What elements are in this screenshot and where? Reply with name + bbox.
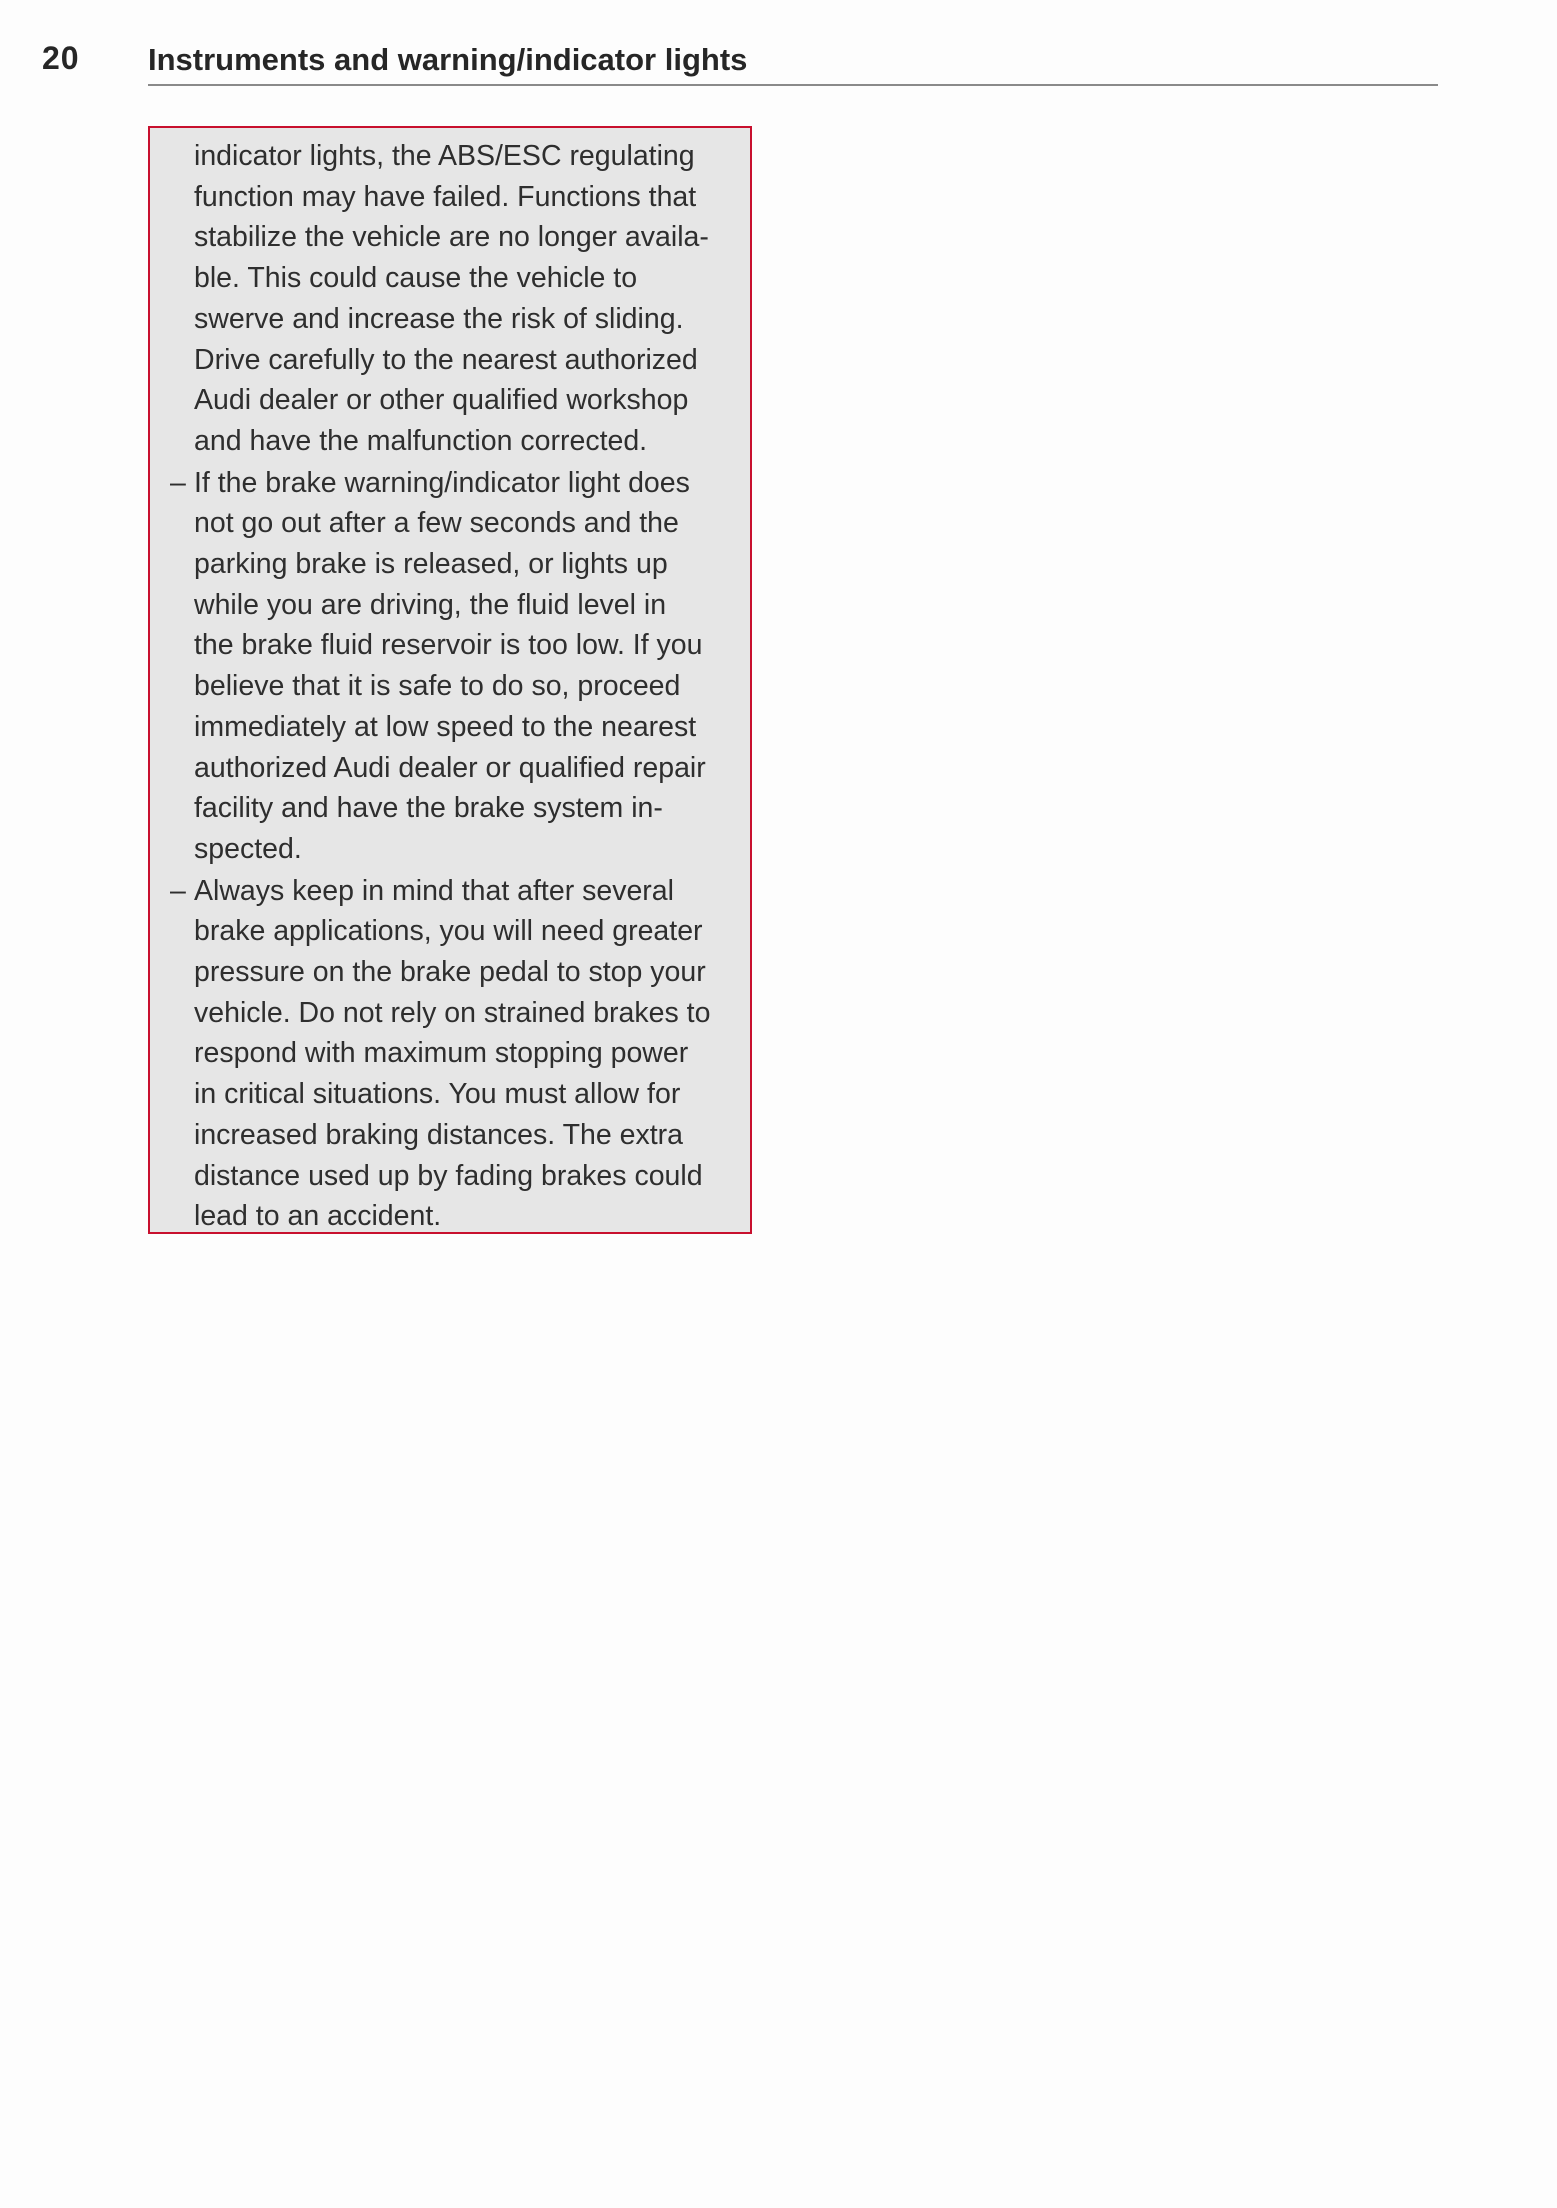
warning-intro-paragraph [194,136,732,462]
warning-box [148,126,752,1234]
text-line: Always keep in mind that after several [194,874,674,907]
text-line: stabilize the vehicle are no longer availa- [194,221,709,254]
list-dash: – [170,466,186,499]
text-line: parking brake is released, or lights up [194,548,668,581]
text-line: swerve and increase the risk of sliding. [194,302,684,335]
list-dash: – [170,874,186,907]
text-line: while you are driving, the fluid level in [194,588,667,621]
text-line: facility and have the brake system in- [194,792,663,825]
text-line: and have the malfunction corrected. [194,424,648,457]
text-line: Drive carefully to the nearest authorized [194,343,698,376]
text-line: immediately at low speed to the nearest [194,710,697,743]
text-line: If the brake warning/indicator light does [194,466,690,499]
text-line: not go out after a few seconds and the [194,507,679,540]
text-line: authorized Audi dealer or qualified repair [194,751,706,784]
text-line: distance used up by fading brakes could [194,1159,703,1192]
header-rule [148,84,1438,86]
text-line: believe that it is safe to do so, proceed [194,670,681,703]
text-line: lead to an accident. [194,1200,442,1233]
text-line: pressure on the brake pedal to stop your [194,956,706,989]
text-line: brake applications, you will need greater [194,915,703,948]
warning-list [170,463,732,1237]
list-item [170,871,732,1237]
text-line: spected. [194,832,302,865]
text-line: increased braking distances. The extra [194,1118,683,1151]
text-line: vehicle. Do not rely on strained brakes to [194,996,711,1029]
text-line: indicator lights, the ABS/ESC regulating [194,140,695,172]
list-item [170,463,732,870]
text-line: the brake fluid reservoir is too low. If you [194,629,703,662]
text-line: in critical situations. You must allow for [194,1078,681,1111]
text-line: Audi dealer or other qualified workshop [194,384,689,417]
section-title: Instruments and warning/indicator lights [148,42,748,77]
text-line: ble. This could cause the vehicle to [194,262,638,295]
text-line: respond with maximum stopping power [194,1037,689,1070]
text-line: function may have failed. Functions that [194,180,697,213]
page-number: 20 [42,40,80,76]
